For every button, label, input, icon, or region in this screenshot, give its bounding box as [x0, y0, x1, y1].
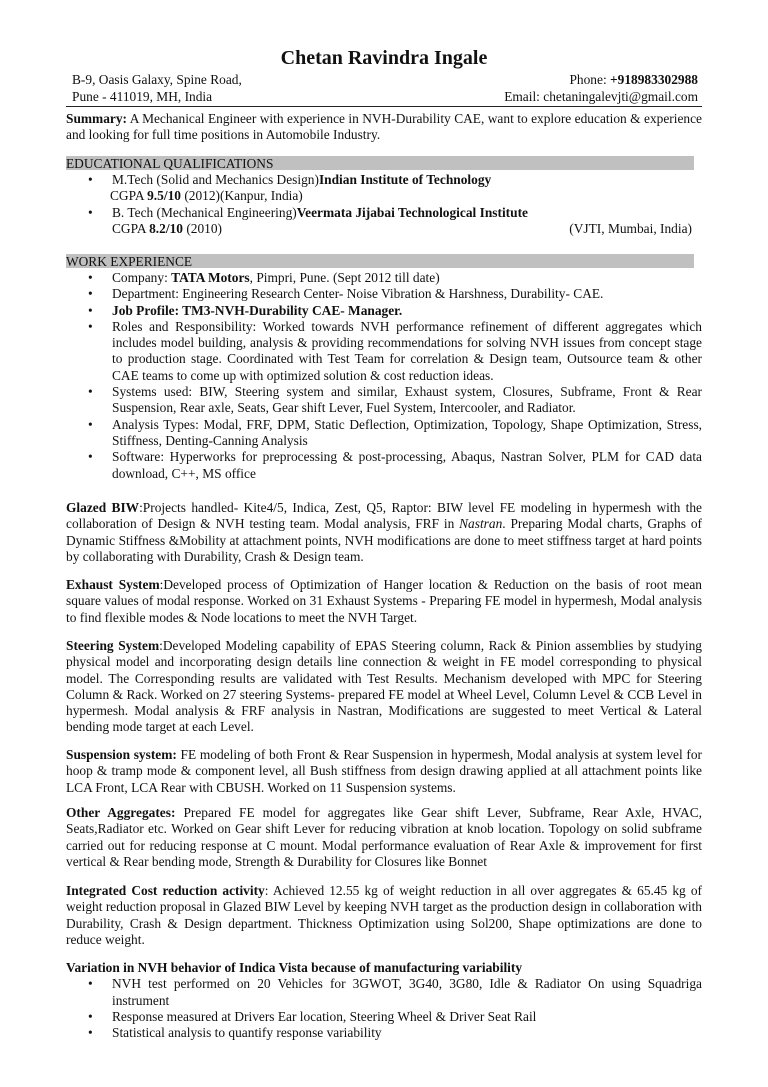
- company-details: , Pimpri, Pune. (Sept 2012 till date): [249, 270, 440, 285]
- project-text: Prepared FE model for aggregates like Gear shift Lever, Subframe, Rear Axle, HVAC, Seats,Radiator etc. Worked on Gear shift Lever for reducing vibration at knob location. Topology on solid subframe carried out for reducing response at C mount. Modal performance evaluation of Rear Axle & improvement for first vertical & Rear bending mode, Strength & Durability for Closures like Bonnet: [66, 805, 702, 869]
- project-heading: Variation in NVH behavior of Indica Vista because of manufacturing variability: [66, 960, 523, 975]
- project-text: FE modeling of both Front & Rear Suspension in hypermesh, Modal analysis at system level for hoop & tramp mode & component level, all Bush stiffness from design drawing applied at all attachment points like LCA Front, LCA Rear with CBUSH. Worked on 11 Suspension systems.: [66, 747, 702, 795]
- project-label: Steering System: [66, 638, 160, 653]
- work-item-analysis: • Analysis Types: Modal, FRF, DPM, Static Deflection, Optimization, Topology, Shape Optimization, Stress, Stiffness, Denting-Canning Analysis: [66, 417, 702, 450]
- project-text: :Projects handled- Kite4/5, Indica, Zest, Q5, Raptor: BIW level FE modeling in hypermesh with the collaboration of Design & NVH testing team. Modal analysis, FRF in: [66, 500, 702, 532]
- phone-label: Phone:: [569, 72, 611, 87]
- email: [504, 89, 698, 105]
- project-text: . Preparing Modal charts, Graphs of Dynamic Stiffness &Mobility at attachment points, NVH modifications are done to meet stiffness target at hard points by collaborating with Durability, Crash & Design team.: [66, 516, 702, 564]
- project-label: Exhaust System: [66, 577, 160, 592]
- address-line-1: B-9, Oasis Galaxy, Spine Road,: [72, 72, 242, 87]
- education-details: [66, 188, 702, 204]
- project-suspension: [66, 747, 702, 796]
- company-label: Company:: [112, 270, 172, 285]
- institute: Veermata Jijabai Technological Institute: [296, 204, 528, 220]
- details: (2010): [182, 220, 223, 236]
- company: TATA Motors: [171, 270, 250, 285]
- education-item: [66, 205, 702, 221]
- degree: M.Tech (Solid and Mechanics Design): [112, 172, 319, 187]
- variation-item: • NVH test performed on 20 Vehicles for 3GWOT, 3G40, 3G80, Idle & Radiator On using Squadriga instrument: [66, 976, 702, 1009]
- cgpa-label: CGPA: [112, 220, 150, 236]
- project-text: : Achieved 12.55 kg of weight reduction in all over aggregates & 65.45 kg of weight reduction proposal in Glazed BIW Level by keeping NVH target as the production design in collaboration with Durability, Crash & Design department. Thickness Optimization using Sol200, Shape optimizations are done to reduce weight.: [66, 883, 702, 947]
- phone: [569, 72, 698, 88]
- work-item-systems: • Systems used: BIW, Steering system and similar, Exhaust system, Closures, Subframe, Front & Rear Suspension, Rear axle, Seats, Gear shift Lever, Fuel System, Intercooler, and Radiator.: [66, 384, 702, 417]
- work-item-department: • Department: Engineering Research Center- Noise Vibration & Harshness, Durability- CAE.: [66, 286, 702, 302]
- project-text: :Developed process of Optimization of Hanger location & Reduction on the basis of root mean square values of modal response. Worked on 31 Exhaust Systems - Preparing FE model in hypermesh, Modal analysis to find flexible modes & Node locations to meet the NVH Target.: [66, 577, 702, 625]
- summary-label: Summary:: [66, 111, 127, 126]
- variation-item: • Response measured at Drivers Ear location, Steering Wheel & Driver Seat Rail: [66, 1009, 702, 1025]
- address-line-2: Pune - 411019, MH, India: [72, 89, 213, 104]
- cgpa-label: CGPA: [110, 188, 148, 204]
- candidate-name: Chetan Ravindra Ingale: [280, 47, 488, 69]
- email-label: Email:: [504, 89, 544, 104]
- cgpa: 8.2/10: [149, 220, 183, 236]
- project-exhaust: [66, 577, 702, 626]
- education-item: [66, 172, 702, 188]
- project-label: Integrated Cost reduction activity: [66, 883, 265, 898]
- work-list: [66, 270, 702, 482]
- work-item-software: • Software: Hyperworks for preprocessing & post-processing, Abaqus, Nastran Solver, PLM for CAD data download, C++, MS office: [66, 449, 702, 482]
- summary-text: A Mechanical Engineer with experience in NVH-Durability CAE, want to explore education & experience and looking for full time positions in Automobile Industry.: [66, 111, 702, 143]
- project-label: Glazed BIW: [66, 500, 140, 515]
- degree: B. Tech (Mechanical Engineering): [112, 204, 297, 220]
- project-other-aggregates: [66, 805, 702, 870]
- education-list: [66, 172, 702, 237]
- phone-value: +918983302988: [610, 72, 698, 87]
- project-label: Other Aggregates:: [66, 805, 176, 820]
- project-label: Suspension system:: [66, 747, 177, 762]
- details: (2012)(Kanpur, India): [180, 188, 303, 204]
- email-value[interactable]: chetaningalevjti@gmail.com: [543, 89, 698, 104]
- education-heading: EDUCATIONAL QUALIFICATIONS: [66, 156, 694, 170]
- project-glazed-biw: [66, 500, 702, 565]
- institute: Indian Institute of Technology: [318, 172, 492, 187]
- work-item-roles: • Roles and Responsibility: Worked towards NVH performance refinement of different aggregates which includes model building, analysis & providing recommendations for solving NVH issues from concept stage to production stage. Coordinated with Test Team for correlation & Design team, Outsource team & other CAE teams to come up with optimized solution & cost reduction ideas.: [66, 319, 702, 384]
- summary: [66, 111, 702, 144]
- header-divider: [66, 106, 702, 107]
- cgpa: 9.5/10: [147, 188, 181, 204]
- work-item-job-profile: [66, 303, 702, 319]
- project-variation: [66, 960, 702, 1041]
- work-item-company: [66, 270, 702, 286]
- job-profile: Job Profile: TM3-NVH-Durability CAE- Manager.: [112, 302, 403, 318]
- project-text-italic: Nastran: [459, 516, 503, 532]
- variation-item: • Statistical analysis to quantify response variability: [66, 1025, 702, 1041]
- project-text: :Developed Modeling capability of EPAS Steering column, Rack & Pinion assemblies by studying physical model and incorporating design details line connection & weight in FE model corresponding to physical model. The Corresponding results are validated with Test Results. Mechanism developed with MPC for Steering Column & Rack. Worked on 27 steering Systems- prepared FE model at Wheel Level, Column Level & CCB Level in hypermesh. Modal analysis & FRF analysis in Nastran, Modifications are suggested to meet Vertical & Lateral bending mode target at each Level.: [66, 638, 703, 735]
- project-steering: [66, 638, 702, 736]
- project-cost-reduction: [66, 883, 702, 948]
- education-details: [66, 221, 702, 237]
- work-heading: WORK EXPERIENCE: [66, 254, 694, 268]
- location: (VJTI, Mumbai, India): [569, 220, 692, 236]
